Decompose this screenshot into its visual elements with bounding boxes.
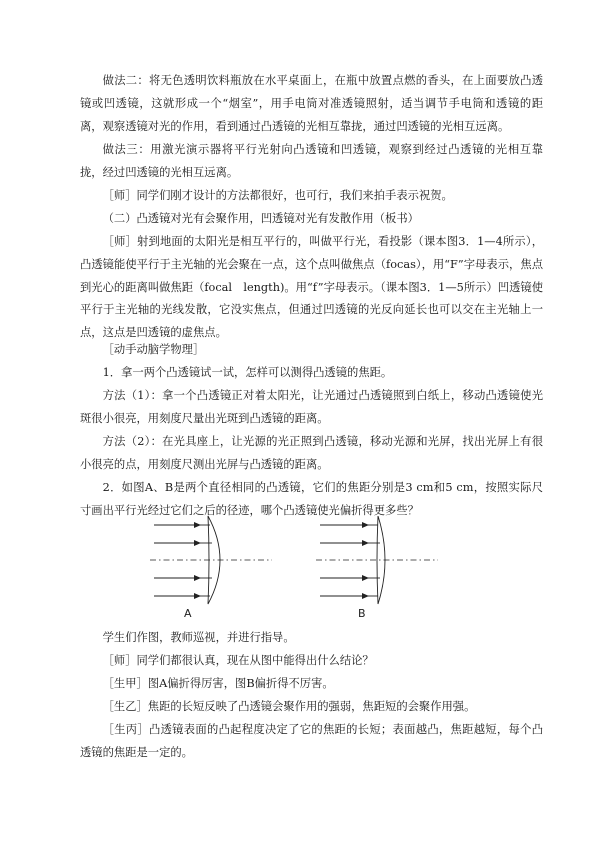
paragraph-teacher-praise: ［师］同学们刚才设计的方法都很好，也可行，我们来拍手表示祝贺。 — [102, 189, 453, 202]
paragraph-activity-heading: ［动手动脑学物理］ — [102, 343, 205, 356]
paragraph-students-draw: 学生们作图，教师巡视，并进行指导。 — [102, 631, 295, 644]
paragraph-question-one: 1．拿一两个凸透镜试一试，怎样可以测得凸透镜的焦距。 — [102, 366, 393, 379]
lens-a-label: A — [184, 607, 192, 620]
paragraph-focus-definition: ［师］射到地面的太阳光是相互平行的，叫做平行光，看投影（课本图3．1—4所示），凸透镜能使平行于主光轴的光会聚在一点，这个点叫做焦点（focas），用“F”字母表示，焦点到光心的距离叫做焦距（focal length)。用“f”字母表示。（课本图3．1—5所示）凹透镜使平行于主光轴的光线发散，它没实焦点，但通过凹透镜的光反向延长也可以交在主光轴上一点，这点是凹透镜的虚焦点。 — [80, 235, 543, 340]
paragraph-way-two: 方法（2）：在光具座上，让光源的光正照到凸透镜，移动光源和光屏，找出光屏上有很小很亮的点，用刻度尺测出光屏与凸透镜的距离。 — [80, 435, 543, 471]
paragraph-way-one: 方法（1）：拿一个凸透镜正对着太阳光，让光通过凸透镜照到白纸上，移动凸透镜使光斑很小很亮，用刻度尺量出光斑到凸透镜的距离。 — [80, 389, 543, 425]
paragraph-student-b: ［生乙］焦距的长短反映了凸透镜会聚作用的强弱，焦距短的会聚作用强。 — [102, 700, 476, 713]
paragraph-blackboard-heading: （二）凸透镜对光有会聚作用，凹透镜对光有发散作用（板书） — [102, 212, 419, 225]
lens-b-diagram — [316, 516, 438, 620]
lens-a-diagram — [150, 516, 272, 620]
paragraph-question-two: 2．如图A、B是两个直径相同的凸透镜，它们的焦距分别是3 cm和5 cm，按照实际尺寸画出平行光经过它们之后的径迹，哪个凸透镜使光偏折得更多些？ — [80, 481, 543, 517]
paragraph-teacher-question: ［师］同学们都很认真，现在从图中能得出什么结论？ — [102, 654, 374, 667]
paragraph-student-a: ［生甲］图A偏折得厉害，图B偏折得不厉害。 — [102, 677, 334, 690]
lens-figure — [140, 516, 440, 622]
paragraph-method-two: 做法二：将无色透明饮料瓶放在水平桌面上，在瓶中放置点燃的香头，在上面要放凸透镜或凹透镜，这就形成一个“烟室”，用手电筒对准透镜照射，适当调节手电筒和透镜的距离，观察透镜对光的作用，看到通过凸透镜的光相互靠拢，通过凹透镜的光相互远离。 — [80, 74, 543, 133]
paragraph-student-c: ［生丙］凸透镜表面的凸起程度决定了它的焦距的长短；表面越凸，焦距越短，每个凸透镜的焦距是一定的。 — [80, 723, 543, 759]
lens-b-label: B — [358, 607, 366, 620]
paragraph-method-three: 做法三：用激光演示器将平行光射向凸透镜和凹透镜，观察到经过凸透镜的光相互靠拢，经过凹透镜的光相互远离。 — [80, 143, 543, 179]
